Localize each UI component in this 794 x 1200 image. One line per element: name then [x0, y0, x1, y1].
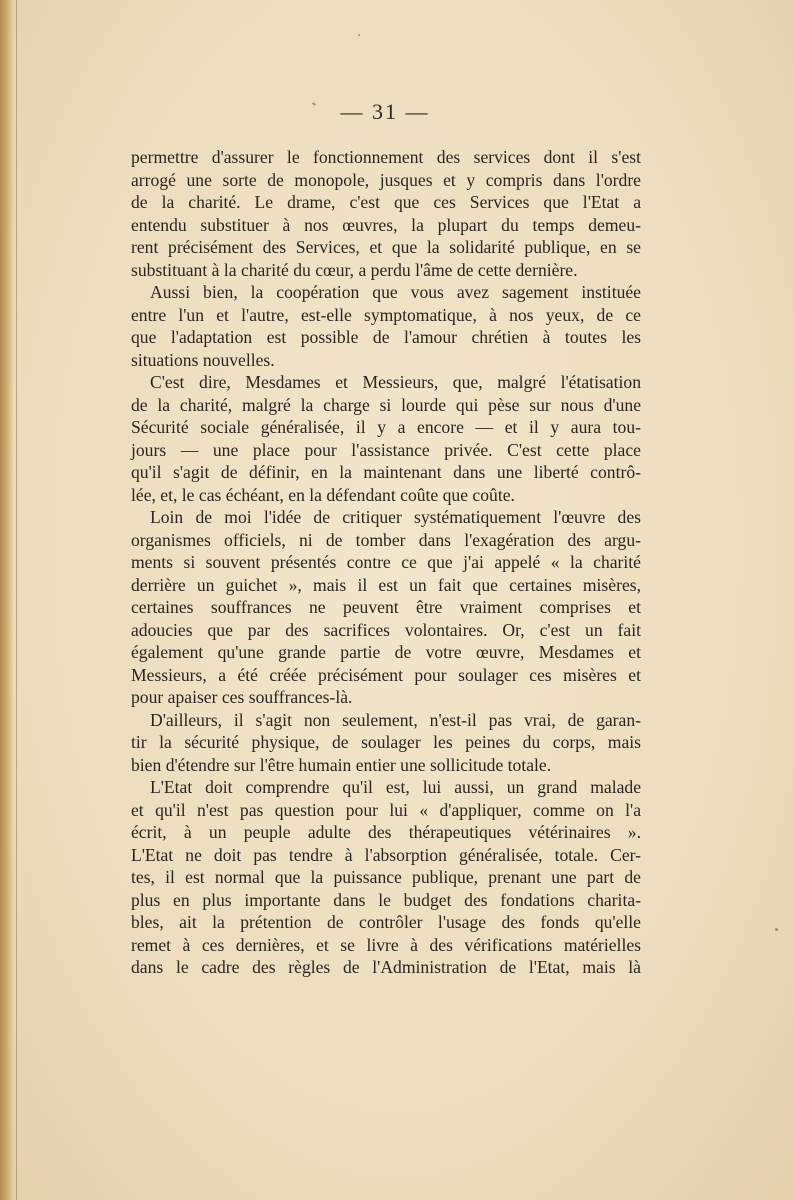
text-line: pour apaiser ces souffrances-là. — [131, 687, 353, 707]
text-line: entre l'un et l'autre, est-elle symptomatique, à nos yeux, de ce — [131, 304, 641, 325]
text-line: Sécurité sociale généralisée, il y a encore — et il y aura tou- — [131, 417, 641, 437]
text-line: situations nouvelles. — [131, 349, 275, 370]
text-line: bles, ait la prétention de contrôler l'usage des fonds qu'elle — [131, 912, 641, 932]
text-line: tir la sécurité physique, de soulager les peines du corps, mais — [131, 732, 641, 752]
text-line: certaines souffrances ne peuvent être vraiment comprises et — [131, 597, 641, 617]
text-line: bien d'étendre sur l'être humain entier une sollicitude totale. — [131, 754, 552, 775]
text-line: Messieurs, a été créée précisément pour soulager ces misères et — [131, 664, 641, 685]
text-line: substituant à la charité du cœur, a perdu l'âme de cette dernière. — [131, 259, 578, 280]
page-binding-edge — [0, 0, 14, 1200]
text-line: écrit, à un peuple adulte des thérapeutiques vétérinaires ». — [131, 822, 641, 842]
text-line: plus en plus importante dans le budget des fondations charita- — [131, 889, 641, 910]
text-line: également qu'une grande partie de votre œuvre, Mesdames et — [131, 642, 641, 662]
paragraph-first-line: C'est dire, Mesdames et Messieurs, que, malgré l'étatisation — [150, 372, 641, 392]
text-line: adoucies que par des sacrifices volontaires. Or, c'est un fait — [131, 619, 641, 640]
page-number: — 31 — — [340, 99, 430, 124]
body-text — [131, 146, 641, 979]
text-line: derrière un guichet », mais il est un fait que certaines misères, — [131, 574, 641, 595]
text-line: de la charité. Le drame, c'est que ces Services que l'Etat a — [131, 192, 641, 212]
text-line: que l'adaptation est possible de l'amour chrétien à toutes les — [131, 327, 641, 347]
text-line: permettre d'assurer le fonctionnement des services dont il s'est — [131, 147, 641, 167]
text-line: arrogé une sorte de monopole, jusques et y compris dans l'ordre — [131, 169, 641, 190]
text-line: rent précisément des Services, et que la solidarité publique, en se — [131, 237, 641, 257]
text-line: tes, il est normal que la puissance publique, prenant une part de — [131, 867, 641, 887]
text-line: et qu'il n'est pas question pour lui « d'appliquer, comme on l'a — [131, 799, 641, 820]
paper-speck — [358, 34, 360, 36]
text-line: dans le cadre des règles de l'Administration de l'Etat, mais là — [131, 957, 641, 977]
paragraph-first-line: D'ailleurs, il s'agit non seulement, n'est-il pas vrai, de garan- — [150, 709, 641, 730]
paragraph-first-line: Aussi bien, la coopération que vous avez sagement instituée — [150, 282, 641, 302]
text-line: organismes officiels, ni de tomber dans l'exagération des argu- — [131, 529, 641, 550]
text-line: qu'il s'agit de définir, en la maintenant dans une liberté contrô- — [131, 462, 641, 482]
text-line: jours — une place pour l'assistance privée. C'est cette place — [131, 439, 641, 460]
text-line: lée, et, le cas échéant, en la défendant coûte que coûte. — [131, 484, 515, 505]
page-fold-line — [16, 0, 17, 1200]
text-line: remet à ces dernières, et se livre à des vérifications matérielles — [131, 934, 641, 955]
paragraph-first-line: L'Etat doit comprendre qu'il est, lui aussi, un grand malade — [150, 777, 641, 797]
text-line: L'Etat ne doit pas tendre à l'absorption généralisée, totale. Cer- — [131, 844, 641, 865]
text-line: entendu substituer à nos œuvres, la plupart du temps demeu- — [131, 214, 641, 235]
text-line: de la charité, malgré la charge si lourde qui pèse sur nous d'une — [131, 394, 641, 415]
paragraph-first-line: Loin de moi l'idée de critiquer systématiquement l'œuvre des — [150, 507, 641, 527]
text-line: ments si souvent présentés contre ce que j'ai appelé « la charité — [131, 552, 641, 572]
paper-speck — [775, 928, 778, 931]
